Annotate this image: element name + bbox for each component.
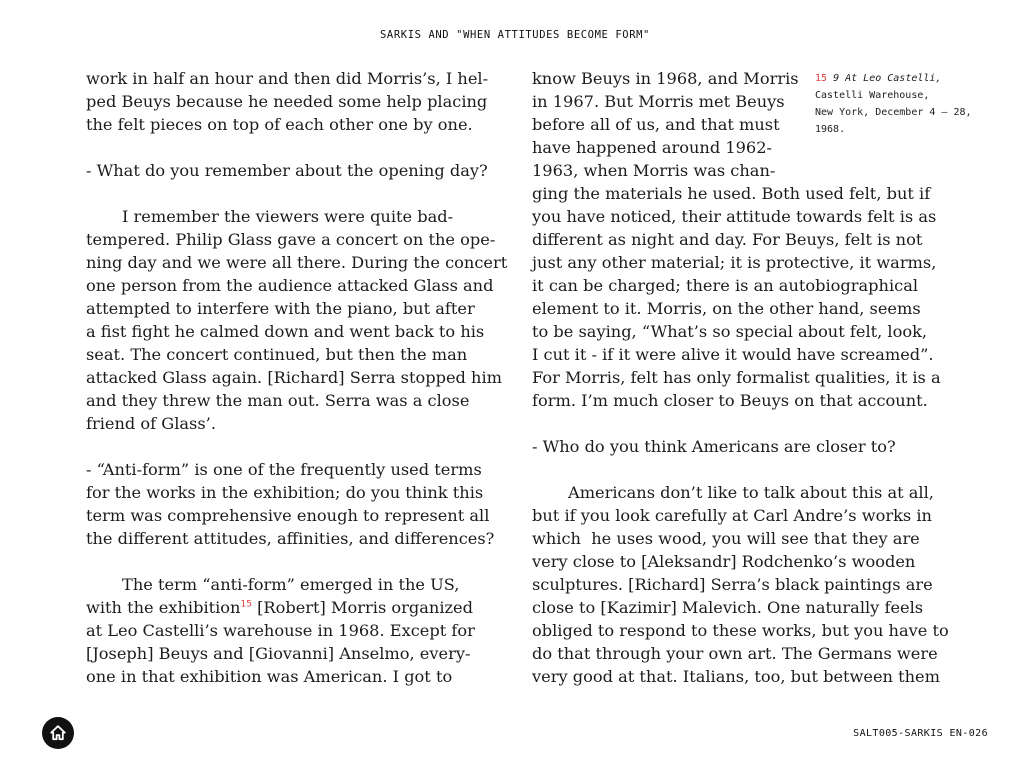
text-line: which he uses wood, you will see that they are <box>532 529 920 548</box>
text-segment: with the exhibition <box>86 598 241 617</box>
paragraph-3 <box>86 573 506 688</box>
text-line: before all of us, and that must <box>532 115 780 134</box>
text-line: attacked Glass again. [Richard] Serra stopped him <box>86 368 502 387</box>
text-line: very close to [Aleksandr] Rodchenko’s wooden <box>532 552 916 571</box>
text-line: term was comprehensive enough to represent all <box>86 506 490 525</box>
text-line: the felt pieces on top of each other one by one. <box>86 115 473 134</box>
text-line: element to it. Morris, on the other hand, seems <box>532 299 921 318</box>
text-line: and they threw the man out. Serra was a close <box>86 391 470 410</box>
left-column <box>86 67 506 688</box>
text-line: - “Anti-form” is one of the frequently used terms <box>86 460 482 479</box>
footnote-line: New York, December 4 – 28, <box>815 107 972 118</box>
text-line: friend of Glass’. <box>86 414 216 433</box>
footnote <box>815 70 1005 138</box>
text-line: to be saying, “What’s so special about felt, look, <box>532 322 928 341</box>
footnote-line: Castelli Warehouse, <box>815 90 930 101</box>
text-line: 1963, when Morris was chan- <box>532 161 776 180</box>
text-line: tempered. Philip Glass gave a concert on the ope- <box>86 230 496 249</box>
text-line: different as night and day. For Beuys, felt is not <box>532 230 923 249</box>
text-line: ped Beuys because he needed some help placing <box>86 92 488 111</box>
question-1 <box>86 159 506 182</box>
text-segment: [Robert] Morris organized <box>251 598 473 617</box>
home-button[interactable] <box>42 717 74 749</box>
text-line: close to [Kazimir] Malevich. One naturally feels <box>532 598 924 617</box>
text-line: a fist fight he calmed down and went back to his <box>86 322 485 341</box>
footnote-ref[interactable]: 15 <box>240 599 252 610</box>
text-line: have happened around 1962- <box>532 138 772 157</box>
text-line: ning day and we were all there. During the concert <box>86 253 508 272</box>
text-line: for the works in the exhibition; do you think this <box>86 483 484 502</box>
paragraph-1 <box>86 67 506 136</box>
text-line: I remember the viewers were quite bad- <box>86 207 454 226</box>
running-header: SARKIS AND "WHEN ATTITUDES BECOME FORM" <box>380 29 650 41</box>
text-line: [Joseph] Beuys and [Giovanni] Anselmo, every- <box>86 644 471 663</box>
text-line: attempted to interfere with the piano, but after <box>86 299 475 318</box>
footnote-line <box>815 70 1005 87</box>
footnote-line: 1968. <box>815 124 846 135</box>
text-line: - What do you remember about the opening day? <box>86 161 488 180</box>
paragraph-5 <box>532 481 952 688</box>
page-identifier: SALT005-SARKIS EN-026 <box>853 728 988 739</box>
text-line: but if you look carefully at Carl Andre’s works in <box>532 506 932 525</box>
text-line: - Who do you think Americans are closer to? <box>532 437 896 456</box>
text-line: in 1967. But Morris met Beuys <box>532 92 785 111</box>
text-line: Americans don’t like to talk about this at all, <box>532 483 934 502</box>
text-line: just any other material; it is protective, it warms, <box>532 253 937 272</box>
home-icon <box>49 724 67 742</box>
text-line: one in that exhibition was American. I got to <box>86 667 453 686</box>
text-line: do that through your own art. The Germans were <box>532 644 938 663</box>
text-line: at Leo Castelli’s warehouse in 1968. Except for <box>86 621 475 640</box>
text-line: seat. The concert continued, but then the man <box>86 345 468 364</box>
text-line: it can be charged; there is an autobiographical <box>532 276 919 295</box>
text-line: work in half an hour and then did Morris’s, I hel- <box>86 69 489 88</box>
paragraph-2 <box>86 205 506 435</box>
text-line-with-footnote <box>86 596 506 619</box>
text-line: sculptures. [Richard] Serra’s black paintings are <box>532 575 933 594</box>
text-line: one person from the audience attacked Glass and <box>86 276 494 295</box>
question-3 <box>532 435 952 458</box>
footnote-text: 9 At Leo Castelli, <box>827 73 942 84</box>
text-line: you have noticed, their attitude towards felt is as <box>532 207 937 226</box>
text-line: The term “anti-form” emerged in the US, <box>86 575 460 594</box>
text-line: I cut it - if it were alive it would have screamed”. <box>532 345 934 364</box>
text-line: very good at that. Italians, too, but between them <box>532 667 940 686</box>
text-line: know Beuys in 1968, and Morris <box>532 69 799 88</box>
text-line: ging the materials he used. Both used felt, but if <box>532 184 931 203</box>
right-column <box>532 67 952 688</box>
text-line: obliged to respond to these works, but you have to <box>532 621 949 640</box>
footnote-number: 15 <box>815 73 828 84</box>
text-line: form. I’m much closer to Beuys on that account. <box>532 391 928 410</box>
text-line: the different attitudes, affinities, and differences? <box>86 529 495 548</box>
text-line: For Morris, felt has only formalist qualities, it is a <box>532 368 941 387</box>
question-2 <box>86 458 506 550</box>
